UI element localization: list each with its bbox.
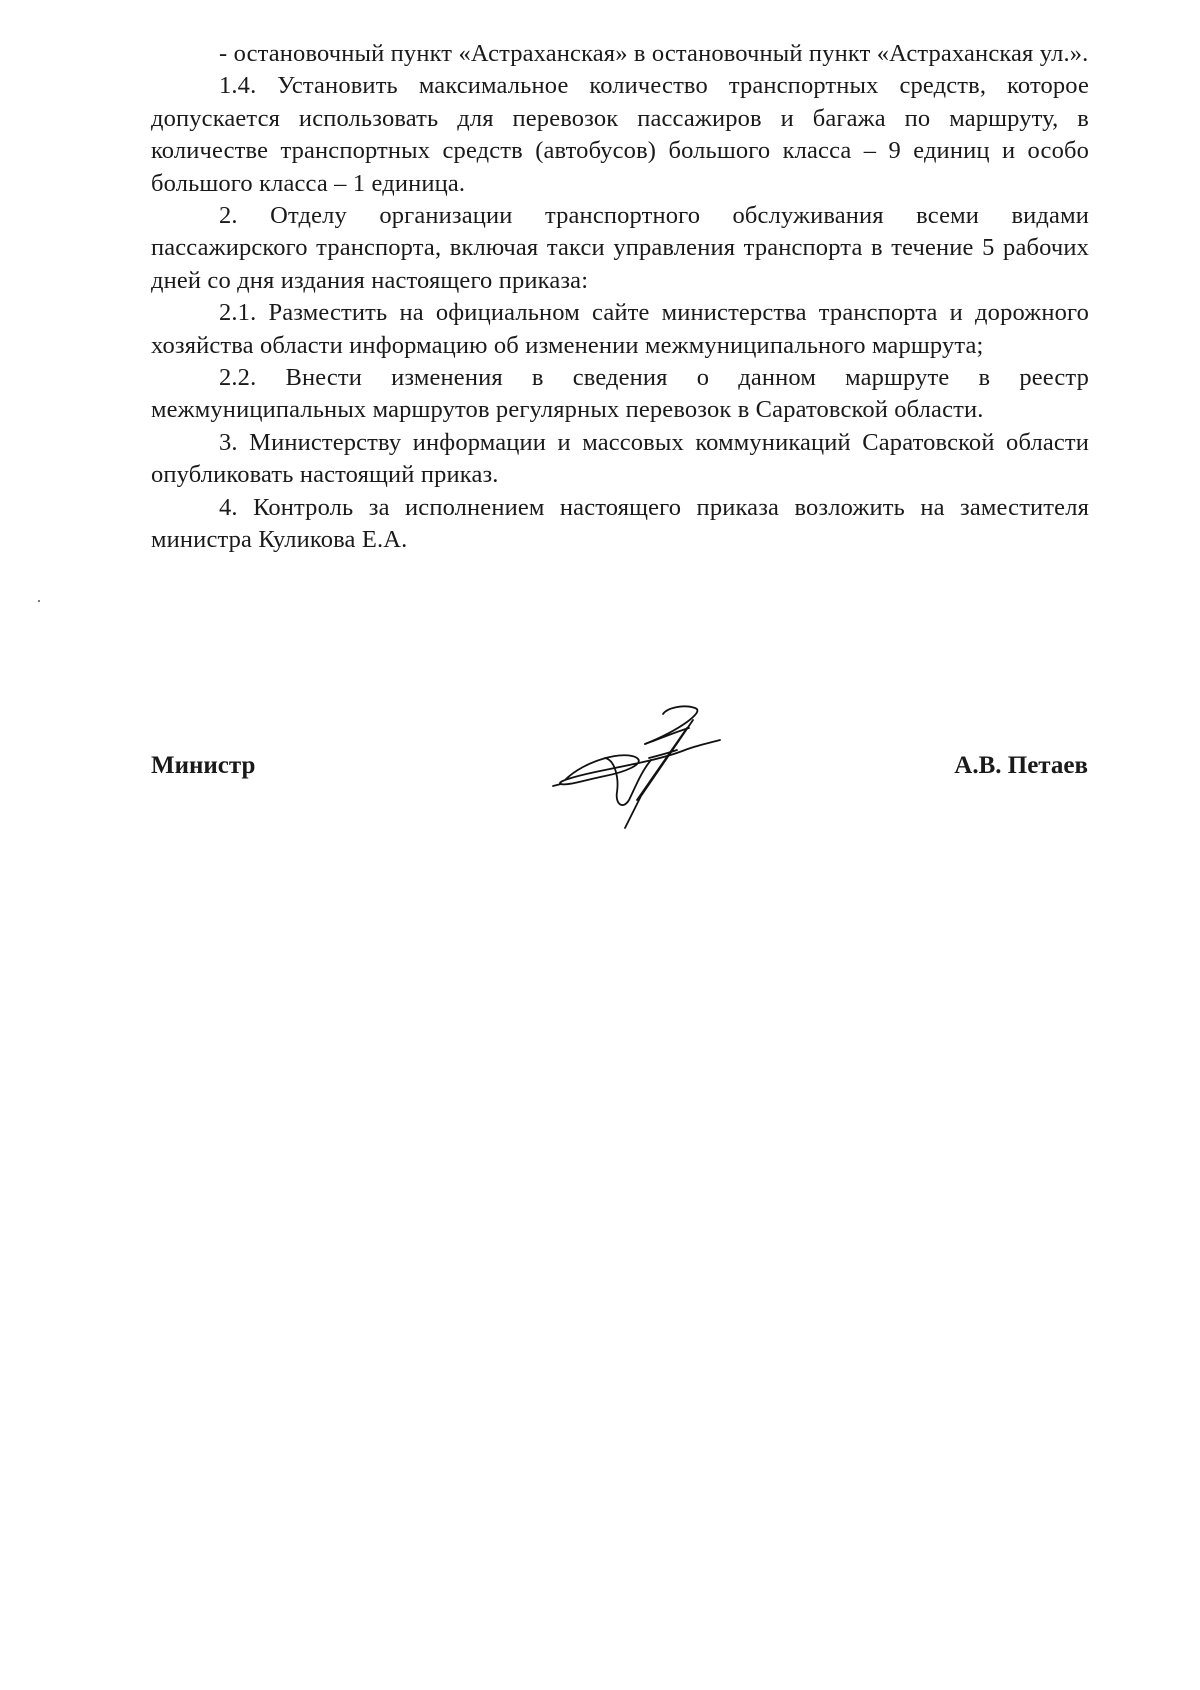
handwritten-signature <box>545 700 745 840</box>
paragraph-3: 3. Министерству информации и массовых коммуникаций Саратовской области опубликовать настоящий приказ. <box>151 428 1089 489</box>
paragraph-2-2: 2.2. Внести изменения в сведения о данном маршруте в реестр межмуниципальных маршрутов регулярных перевозок в Саратовской области. <box>151 364 1089 424</box>
paragraph-1-4: 1.4. Установить максимальное количество транспортных средств, которое допускается использовать для перевозок пассажиров и багажа по маршруту, в количестве транспортных средств (автобусов) большого класса – 9 единиц и особо большого класса – 1 единица. <box>151 72 1089 197</box>
document-body <box>151 38 1089 557</box>
paragraph-2-1: 2.1. Разместить на официальном сайте министерства транспорта и дорожного хозяйства области информацию об изменении межмуниципального маршрута; <box>151 299 1089 359</box>
paragraph-stop-rename: - остановочный пункт «Астраханская» в остановочный пункт «Астраханская ул.». <box>219 40 1089 67</box>
paragraph-2: 2. Отделу организации транспортного обслуживания всеми видами пассажирского транспорта, включая такси управления транспорта в течение 5 рабочих дней со дня издания настоящего приказа: <box>151 202 1089 294</box>
scan-speck <box>38 600 40 602</box>
signatory-name: А.В. Петаев <box>954 752 1088 779</box>
signatory-role: Министр <box>151 752 256 779</box>
paragraph-4: 4. Контроль за исполнением настоящего приказа возложить на заместителя министра Куликова Е.А. <box>151 493 1089 554</box>
